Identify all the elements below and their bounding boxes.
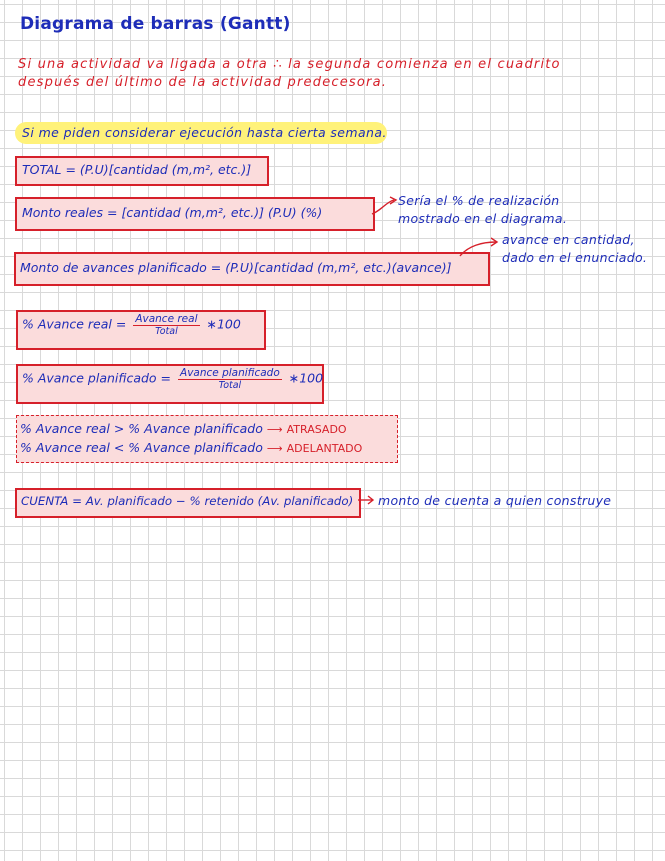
curved-arrow-icon xyxy=(372,200,394,214)
avance-planificado-denominator: Total xyxy=(218,380,242,391)
arrow-icon: ⟶ xyxy=(266,442,283,455)
status-atrasado: ATRASADO xyxy=(286,423,347,436)
cuenta-note: monto de cuenta a quien construye xyxy=(378,493,612,508)
monto-reales-formula: Monto reales = [cantidad (m,m², etc.)] (P.U) (%) xyxy=(22,205,323,220)
comparison-condition-1: % Avance real > % Avance planificado xyxy=(20,421,263,436)
avance-planificado-lhs: % Avance planificado = xyxy=(22,370,172,386)
arrow-icon: ⟶ xyxy=(266,423,283,436)
avance-real-denominator: Total xyxy=(155,326,178,337)
monto-planificado-formula: Monto de avances planificado = (P.U)[cantidad (m,m², etc.)(avance)] xyxy=(20,260,452,275)
page-title: Diagrama de barras (Gantt) xyxy=(20,14,291,34)
avance-real-rhs: ∗100 xyxy=(206,316,241,332)
highlight-text: Si me piden considerar ejecución hasta cierta semana. xyxy=(22,125,387,140)
monto-reales-note-2: mostrado en el diagrama. xyxy=(398,211,568,226)
avance-real-lhs: % Avance real = xyxy=(22,316,127,332)
status-adelantado: ADELANTADO xyxy=(286,442,363,455)
intro-line-2: después del último de la actividad predecesora. xyxy=(18,75,388,90)
avance-planificado-rhs: ∗100 xyxy=(288,370,324,386)
cuenta-formula: CUENTA = Av. planificado − % retenido (Av. planificado) xyxy=(21,494,354,508)
monto-reales-note-1: Sería el % de realización xyxy=(398,193,560,208)
avance-note-1: avance en cantidad, xyxy=(502,232,635,247)
avance-note-2: dado en el enunciado. xyxy=(502,250,648,265)
intro-line-1: Si una actividad va ligada a otra ∴ la segunda comienza en el cuadrito xyxy=(18,57,561,72)
total-formula: TOTAL = (P.U)[cantidad (m,m², etc.)] xyxy=(22,162,252,177)
avance-real-numerator: Avance real xyxy=(135,313,198,325)
curved-arrow-icon xyxy=(460,242,496,256)
avance-planificado-numerator: Avance planificado xyxy=(180,367,280,379)
comparison-condition-2: % Avance real < % Avance planificado xyxy=(20,440,263,455)
